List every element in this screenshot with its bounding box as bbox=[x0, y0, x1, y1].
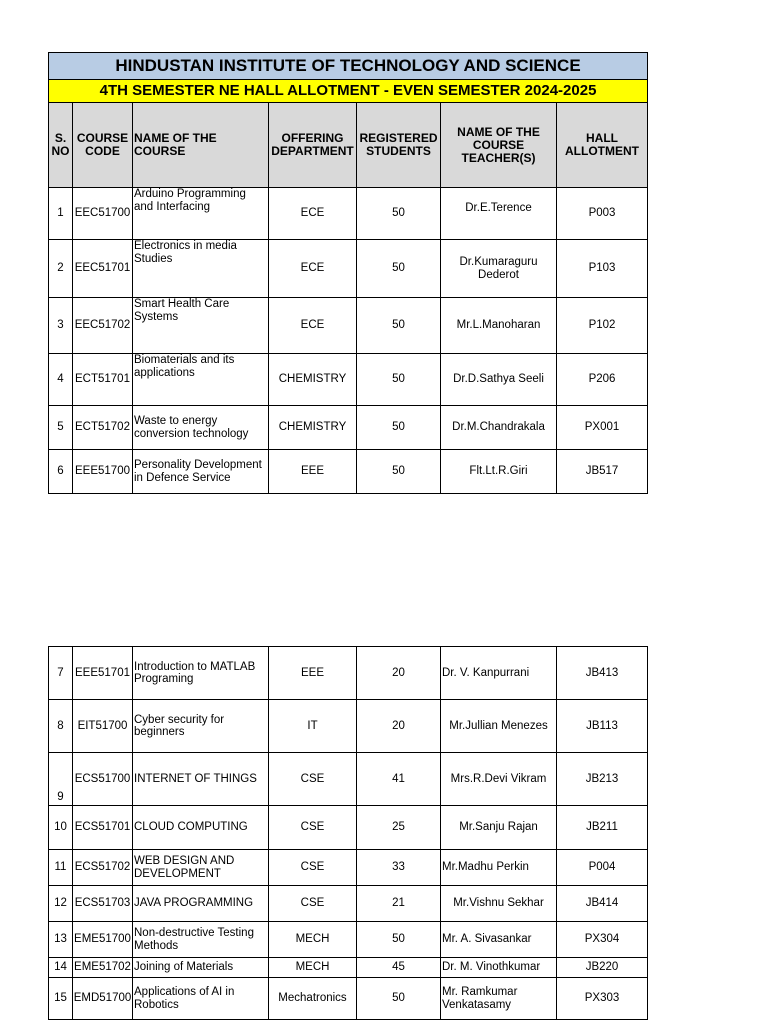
hall: P103 bbox=[557, 240, 648, 298]
teacher: Dr.D.Sathya Seeli bbox=[441, 354, 557, 406]
header-course-name: NAME OF THE COURSE bbox=[133, 103, 269, 188]
sno: 4 bbox=[49, 354, 73, 406]
course-name: Introduction to MATLAB Programing bbox=[133, 647, 269, 700]
semester-subtitle: 4TH SEMESTER NE HALL ALLOTMENT - EVEN SEMESTER 2024-2025 bbox=[49, 80, 648, 103]
registered-students: 50 bbox=[357, 922, 441, 958]
table-row bbox=[49, 354, 648, 406]
registered-students: 50 bbox=[357, 354, 441, 406]
sno: 6 bbox=[49, 450, 73, 494]
teacher: Dr.Kumaraguru Dederot bbox=[441, 240, 557, 298]
registered-students: 45 bbox=[357, 958, 441, 978]
sno: 12 bbox=[49, 886, 73, 922]
registered-students: 50 bbox=[357, 188, 441, 240]
course-name: INTERNET OF THINGS bbox=[133, 753, 269, 806]
teacher: Mr. Ramkumar Venkatasamy bbox=[441, 978, 557, 1020]
registered-students: 21 bbox=[357, 886, 441, 922]
hall: JB220 bbox=[557, 958, 648, 978]
table-row bbox=[49, 922, 648, 958]
table-row bbox=[49, 806, 648, 850]
course-name: Electronics in media Studies bbox=[133, 240, 269, 298]
course-code: EEC51701 bbox=[73, 240, 133, 298]
hall: PX001 bbox=[557, 406, 648, 450]
table-row bbox=[49, 647, 648, 700]
hall: P102 bbox=[557, 298, 648, 354]
header-row bbox=[49, 103, 648, 188]
table-row bbox=[49, 850, 648, 886]
teacher: Mrs.R.Devi Vikram bbox=[441, 753, 557, 806]
sno: 11 bbox=[49, 850, 73, 886]
registered-students: 50 bbox=[357, 298, 441, 354]
header-sno: S. NO bbox=[49, 103, 73, 188]
course-name: Cyber security for beginners bbox=[133, 700, 269, 753]
course-name: Waste to energy conversion technology bbox=[133, 406, 269, 450]
department: MECH bbox=[269, 922, 357, 958]
course-name: Smart Health Care Systems bbox=[133, 298, 269, 354]
teacher: Dr.E.Terence bbox=[441, 188, 557, 240]
teacher: Mr.Vishnu Sekhar bbox=[441, 886, 557, 922]
table-row bbox=[49, 240, 648, 298]
registered-students: 50 bbox=[357, 240, 441, 298]
department: EEE bbox=[269, 647, 357, 700]
registered-students: 20 bbox=[357, 700, 441, 753]
header-hall: HALL ALLOTMENT bbox=[557, 103, 648, 188]
registered-students: 33 bbox=[357, 850, 441, 886]
teacher: Flt.Lt.R.Giri bbox=[441, 450, 557, 494]
sno: 14 bbox=[49, 958, 73, 978]
teacher: Mr.Madhu Perkin bbox=[441, 850, 557, 886]
hall: JB113 bbox=[557, 700, 648, 753]
department: CSE bbox=[269, 806, 357, 850]
sno: 1 bbox=[49, 188, 73, 240]
course-name: Applications of AI in Robotics bbox=[133, 978, 269, 1020]
course-code: EEE51701 bbox=[73, 647, 133, 700]
department: CSE bbox=[269, 886, 357, 922]
table-row bbox=[49, 406, 648, 450]
course-code: EEC51700 bbox=[73, 188, 133, 240]
hall: JB413 bbox=[557, 647, 648, 700]
sno: 13 bbox=[49, 922, 73, 958]
registered-students: 50 bbox=[357, 450, 441, 494]
hall: JB211 bbox=[557, 806, 648, 850]
course-code: ECS51702 bbox=[73, 850, 133, 886]
table-row bbox=[49, 298, 648, 354]
department: IT bbox=[269, 700, 357, 753]
sno: 8 bbox=[49, 700, 73, 753]
teacher: Dr.M.Chandrakala bbox=[441, 406, 557, 450]
sno: 9 bbox=[49, 753, 73, 806]
teacher: Dr. M. Vinothkumar bbox=[441, 958, 557, 978]
header-students: REGISTERED STUDENTS bbox=[357, 103, 441, 188]
registered-students: 50 bbox=[357, 406, 441, 450]
course-name: Joining of Materials bbox=[133, 958, 269, 978]
teacher: Mr.Sanju Rajan bbox=[441, 806, 557, 850]
department: ECE bbox=[269, 188, 357, 240]
sno: 7 bbox=[49, 647, 73, 700]
department: ECE bbox=[269, 298, 357, 354]
table-row bbox=[49, 958, 648, 978]
hall: JB414 bbox=[557, 886, 648, 922]
department: EEE bbox=[269, 450, 357, 494]
sno: 10 bbox=[49, 806, 73, 850]
hall: P003 bbox=[557, 188, 648, 240]
registered-students: 20 bbox=[357, 647, 441, 700]
course-name: Arduino Programming and Interfacing bbox=[133, 188, 269, 240]
hall-allotment-table-1 bbox=[48, 52, 648, 494]
course-name: JAVA PROGRAMMING bbox=[133, 886, 269, 922]
header-course-code: COURSE CODE bbox=[73, 103, 133, 188]
institute-title: HINDUSTAN INSTITUTE OF TECHNOLOGY AND SCIENCE bbox=[49, 53, 648, 80]
course-code: ECT51701 bbox=[73, 354, 133, 406]
course-name: Personality Development in Defence Service bbox=[133, 450, 269, 494]
course-code: ECS51703 bbox=[73, 886, 133, 922]
course-code: EME51702 bbox=[73, 958, 133, 978]
hall: P004 bbox=[557, 850, 648, 886]
course-name: CLOUD COMPUTING bbox=[133, 806, 269, 850]
teacher: Dr. V. Kanpurrani bbox=[441, 647, 557, 700]
department: CHEMISTRY bbox=[269, 406, 357, 450]
department: Mechatronics bbox=[269, 978, 357, 1020]
table-row bbox=[49, 886, 648, 922]
header-department: OFFERING DEPARTMENT bbox=[269, 103, 357, 188]
hall: JB213 bbox=[557, 753, 648, 806]
table-row bbox=[49, 978, 648, 1020]
sno: 15 bbox=[49, 978, 73, 1020]
department: MECH bbox=[269, 958, 357, 978]
sno: 2 bbox=[49, 240, 73, 298]
course-code: ECT51702 bbox=[73, 406, 133, 450]
table-row bbox=[49, 753, 648, 806]
course-code: EME51700 bbox=[73, 922, 133, 958]
department: CSE bbox=[269, 753, 357, 806]
course-name: Biomaterials and its applications bbox=[133, 354, 269, 406]
course-code: EIT51700 bbox=[73, 700, 133, 753]
sno: 3 bbox=[49, 298, 73, 354]
table-row bbox=[49, 700, 648, 753]
table-row bbox=[49, 450, 648, 494]
hall: JB517 bbox=[557, 450, 648, 494]
registered-students: 41 bbox=[357, 753, 441, 806]
registered-students: 50 bbox=[357, 978, 441, 1020]
sno: 5 bbox=[49, 406, 73, 450]
teacher: Mr.L.Manoharan bbox=[441, 298, 557, 354]
hall: PX303 bbox=[557, 978, 648, 1020]
teacher: Mr.Jullian Menezes bbox=[441, 700, 557, 753]
table-row bbox=[49, 188, 648, 240]
hall-allotment-table-2 bbox=[48, 646, 648, 1020]
header-teacher: NAME OF THE COURSE TEACHER(S) bbox=[441, 103, 557, 188]
teacher: Mr. A. Sivasankar bbox=[441, 922, 557, 958]
course-code: EEE51700 bbox=[73, 450, 133, 494]
course-code: EEC51702 bbox=[73, 298, 133, 354]
registered-students: 25 bbox=[357, 806, 441, 850]
course-code: ECS51701 bbox=[73, 806, 133, 850]
course-code: ECS51700 bbox=[73, 753, 133, 806]
hall: PX304 bbox=[557, 922, 648, 958]
department: ECE bbox=[269, 240, 357, 298]
hall: P206 bbox=[557, 354, 648, 406]
course-code: EMD51700 bbox=[73, 978, 133, 1020]
department: CHEMISTRY bbox=[269, 354, 357, 406]
course-name: Non-destructive Testing Methods bbox=[133, 922, 269, 958]
course-name: WEB DESIGN AND DEVELOPMENT bbox=[133, 850, 269, 886]
department: CSE bbox=[269, 850, 357, 886]
